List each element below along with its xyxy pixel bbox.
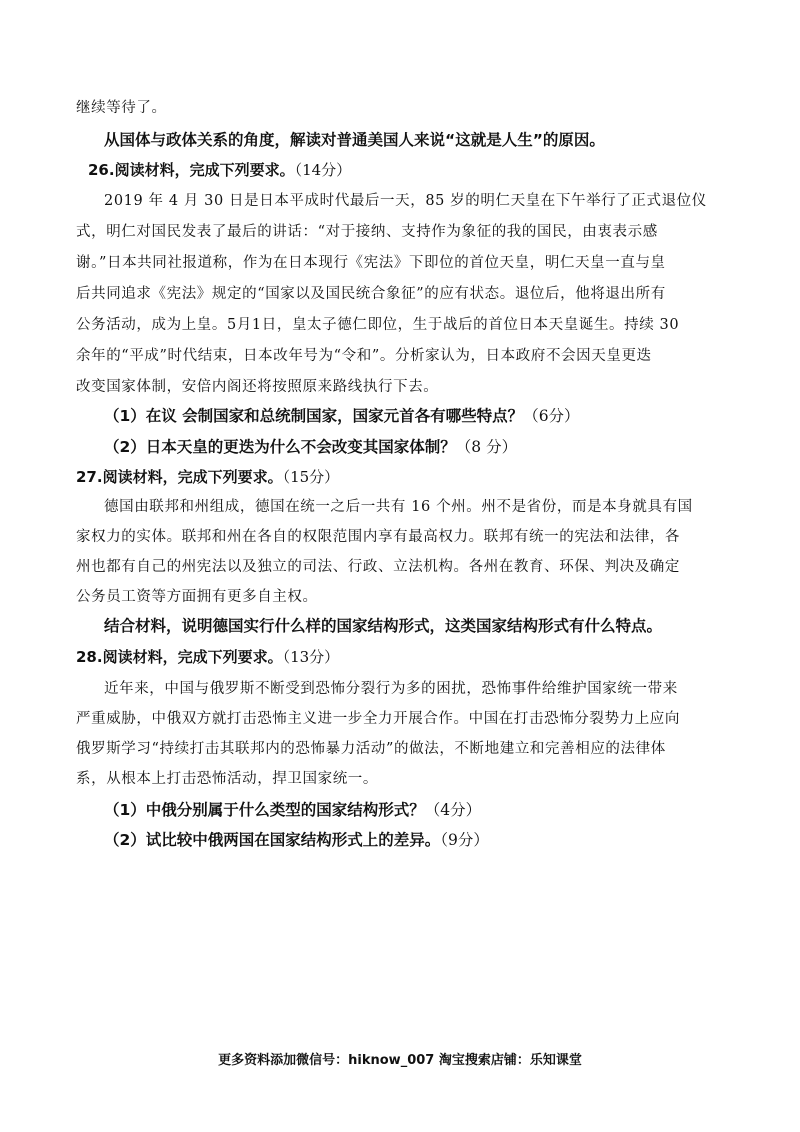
q28-sub2-points: （9分）	[440, 831, 489, 849]
q28-sub2-text: （2）试比较中俄两国在国家结构形式上的差异。	[104, 831, 441, 849]
q27-points: （15分）	[282, 468, 340, 486]
q28-line-4: 系，从根本上打击恐怖活动，捍卫国家统一。	[76, 771, 378, 787]
q27-heading	[76, 467, 726, 487]
footer-note: 更多资料添加微信号：hiknow_007 淘宝搜索店铺：乐知课堂	[218, 1053, 582, 1068]
q26-line-4: 后共同追求《宪法》规定的“国家以及国民统合象征”的应有状态。退位后，他将退出所有	[76, 286, 666, 302]
q28-sub-question-1	[104, 800, 754, 820]
q28-sub-question-2	[104, 830, 754, 850]
q26-sub2-text: （2）日本天皇的更迭为什么不会改变其国家体制？	[104, 438, 456, 456]
q28-line-2: 严重威胁，中俄双方就打击恐怖主义进一步全力开展合作。中国在打击恐怖分裂势力上应向	[76, 711, 680, 727]
intro-continuation: 继续等待了。	[76, 100, 167, 116]
q26-line-5: 公务活动，成为上皇。5月1日，皇太子德仁即位，生于战后的首位日本天皇诞生。持续 30	[76, 317, 680, 333]
q27-line-4: 公务员工资等方面拥有更多自主权。	[76, 589, 318, 605]
q26-sub-question-1	[104, 406, 754, 426]
intro-question: 从国体与政体关系的角度，解读对普通美国人来说“这就是人生”的原因。	[104, 131, 605, 149]
q27-line-1: 德国由联邦和州组成，德国在统一之后一共有 16 个州。州不是省份，而是本身就具有国	[104, 499, 693, 515]
q26-sub2-points: （8 分）	[455, 438, 518, 456]
q28-line-1: 近年来，中国与俄罗斯不断受到恐怖分裂行为多的困扰，恐怖事件给维护国家统一带来	[104, 681, 678, 697]
q26-line-3: 谢。”日本共同社报道称，作为在日本现行《宪法》下即位的首位天皇，明仁天皇一直与皇	[76, 255, 666, 271]
q26-heading	[88, 160, 738, 180]
q27-line-2: 家权力的实体。联邦和州在各自的权限范围内享有最高权力。联邦有统一的宪法和法律，各	[76, 529, 680, 545]
q28-sub1-points: （4分）	[424, 801, 482, 819]
q28-heading-text: 28.阅读材料，完成下列要求。	[76, 648, 283, 666]
q26-sub1-points: （6分）	[523, 407, 580, 425]
q26-line-7: 改变国家体制，安倍内阁还将按照原来路线执行下去。	[76, 379, 439, 395]
q26-heading-text: 26.阅读材料，完成下列要求。	[88, 161, 295, 179]
q27-question: 结合材料，说明德国实行什么样的国家结构形式，这类国家结构形式有什么特点。	[104, 617, 663, 635]
q26-line-6: 余年的“平成”时代结束，日本改年号为“令和”。分析家认为，日本政府不会因天皇更迭	[76, 348, 652, 364]
q28-points: （13分）	[282, 648, 340, 666]
q26-points: （14分）	[294, 161, 352, 179]
q26-line-1: 2019 年 4 月 30 日是日本平成时代最后一天，85 岁的明仁天皇在下午举行了正式退位仪	[104, 193, 707, 209]
q28-line-3: 俄罗斯学习“持续打击其联邦内的恐怖暴力活动”的做法，不断地建立和完善相应的法律体	[76, 741, 666, 757]
q26-sub-question-2	[104, 437, 754, 457]
q28-sub1-text: （1）中俄分别属于什么类型的国家结构形式？	[104, 801, 425, 819]
q26-line-2: 式，明仁对国民发表了最后的讲话：“对于接纳、支持作为象征的我的国民，由衷表示感	[76, 224, 658, 240]
q28-heading	[76, 647, 726, 667]
q27-line-3: 州也都有自己的州宪法以及独立的司法、行政、立法机构。各州在教育、环保、判决及确定	[76, 559, 680, 575]
q26-sub1-text: （1）在议 会制国家和总统制国家，国家元首各有哪些特点？	[104, 407, 524, 425]
q27-heading-text: 27.阅读材料，完成下列要求。	[76, 468, 283, 486]
